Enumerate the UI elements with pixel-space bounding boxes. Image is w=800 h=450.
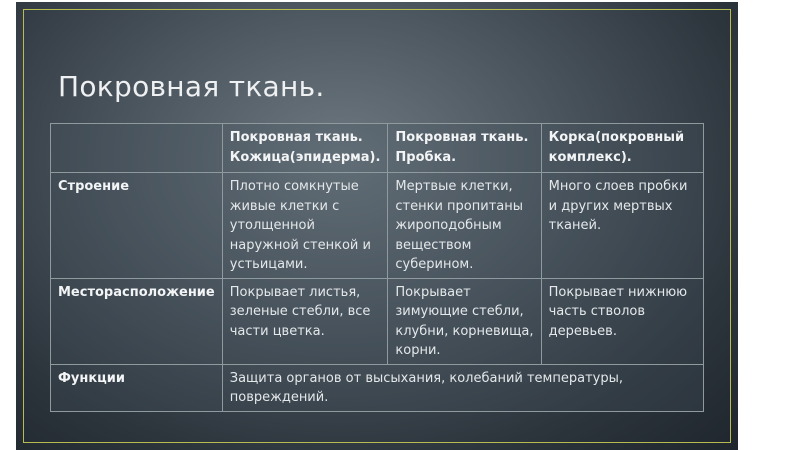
table-cell: Покрывает нижнюю часть стволов деревьев.	[541, 278, 703, 364]
table-cell: Покрывает зимующие стебли, клубни, корневища, корни.	[388, 278, 541, 364]
row-header-structure: Строение	[51, 173, 223, 279]
table-corner-cell	[51, 124, 223, 173]
column-header-cork: Покровная ткань. Пробка.	[388, 124, 541, 173]
table-cell: Мертвые клетки, стенки пропитаны жироподобным веществом суберином.	[388, 173, 541, 279]
table-cell: Плотно сомкнутые живые клетки с утолщенной наружной стенкой и устьицами.	[222, 173, 388, 279]
column-header-bark: Корка(покровный комплекс).	[541, 124, 703, 173]
table-row-functions	[51, 364, 704, 411]
table-row-structure	[51, 173, 704, 279]
table-cell: Покрывает листья, зеленые стебли, все части цветка.	[222, 278, 388, 364]
table-cell-merged: Защита органов от высыхания, колебаний температуры, повреждений.	[222, 364, 703, 411]
row-header-location: Месторасположение	[51, 278, 223, 364]
table-cell: Много слоев пробки и других мертвых тканей.	[541, 173, 703, 279]
column-header-epidermis: Покровная ткань. Кожица(эпидерма).	[222, 124, 388, 173]
presentation-slide	[16, 2, 738, 450]
table-header-row	[51, 124, 704, 173]
slide-title: Покровная ткань.	[58, 70, 325, 103]
comparison-table	[50, 123, 704, 412]
row-header-functions: Функции	[51, 364, 223, 411]
table-row-location	[51, 278, 704, 364]
